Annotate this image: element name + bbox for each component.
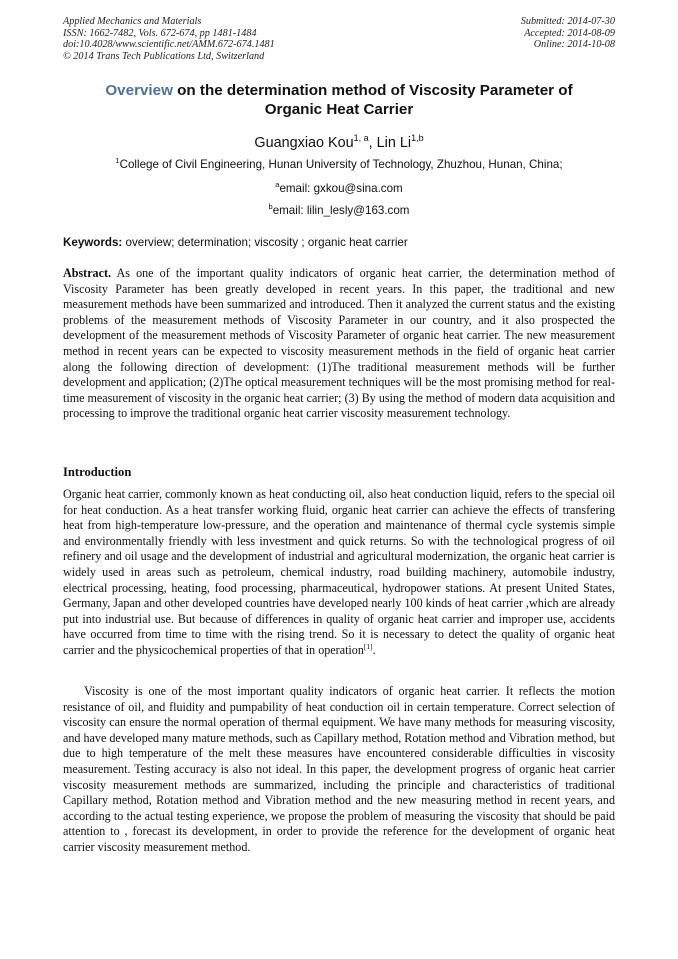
- keywords-text: overview; determination; viscosity ; organic heat carrier: [122, 236, 408, 249]
- abstract: [63, 266, 615, 422]
- affil-marker: 1: [115, 156, 120, 165]
- paper-title: [63, 81, 615, 119]
- keywords: [63, 236, 615, 249]
- citation-ref: [1]: [363, 641, 373, 651]
- journal-header-right: [521, 16, 615, 51]
- date-accepted: Accepted: 2014-08-09: [524, 27, 615, 39]
- introduction-paragraph: [63, 684, 615, 856]
- title-highlight: Overview: [105, 82, 173, 99]
- affiliation: [40, 156, 638, 171]
- email-marker: b: [268, 202, 273, 211]
- author-affil-marker: 1,b: [411, 133, 424, 143]
- journal-header-left: [63, 16, 275, 62]
- paragraph-end: .: [372, 642, 376, 657]
- journal-doi: doi:10.4028/www.scientific.net/AMM.672-674.1481: [63, 39, 275, 51]
- section-heading-introduction: Introduction: [63, 465, 132, 479]
- date-online: Online: 2014-10-08: [533, 39, 615, 51]
- email-text: email: lilin_lesly@163.com: [272, 203, 410, 217]
- author-list: [63, 133, 615, 151]
- abstract-label: Abstract.: [63, 266, 112, 280]
- affiliation-text: College of Civil Engineering, Hunan University of Technology, Zhuzhou, Hunan, China;: [119, 157, 563, 171]
- paragraph-text: Viscosity is one of the most important quality indicators of organic heat carrier. It reflects the motion resistance of oil, and fluidity and pumpability of heat conduction oil in certain temperature. Correct selection of viscosity can ensure the normal operation of thermal equipment. We have many methods for measuring viscosity, and have developed many mature methods, such as Capillary method, Rotation method and Vibration method, but due to high temperature of the melt these measures have encountered considerable difficulties in viscosity measurement. Testing accuracy is also not ideal. In this paper, the development progress of organic heat carrier viscosity measurement methods are summarized, including the principle and characteristics of traditional Capillary method, Rotation method and Vibration method and the new measuring method in recent years, and according to the actual testing experience, we propose the problem of measuring the viscosity that should be paid attention to , forecast its development, in order to provide the reference for the development of organic heat carrier viscosity measurement method.: [63, 684, 615, 854]
- author-affil-marker: 1, a: [353, 133, 369, 143]
- introduction-paragraph: [63, 487, 615, 659]
- author-name: Guangxiao Kou: [254, 134, 354, 151]
- author-name: Lin Li: [376, 134, 412, 151]
- journal-name: Applied Mechanics and Materials: [63, 16, 202, 27]
- date-submitted: Submitted: 2014-07-30: [520, 16, 615, 27]
- journal-issn: ISSN: 1662-7482, Vols. 672-674, pp 1481-1484: [63, 27, 257, 39]
- abstract-text: As one of the important quality indicators of organic heat carrier, the determination method of Viscosity Parameter has been greatly developed in recent years. In this paper, the traditional and new measurement methods have been summarized and introduced. Then it analyzed the current status and the existing problems of the measurement methods of Viscosity Parameter in our country, and it also prospected the development of the measurement methods of Viscosity Parameter of organic heat carrier. The new measurement method in recent years can be expected to viscosity measurement methods in the field of organic heat carrier along the following direction of development: (1)The traditional measurement methods will be further development and application; (2)The optical measurement techniques will be the most promising method for real-time measurement of viscosity in the organic heat carrier; (3) By using the method of modern data acquisition and processing to improve the traditional organic heat carrier viscosity measurement technology.: [63, 266, 615, 421]
- email-line: [40, 202, 638, 217]
- paragraph-text: Organic heat carrier, commonly known as heat conducting oil, also heat conduction liquid, refers to the special oil for heat conduction. As a heat transfer working fluid, organic heat carrier can achieve the effects of transfering heat from high-temperature low-pressure, and the operation and maintenance of thermal cycle systemis simple and environmentally friendly with less investment and quick returns. So with the technological progress of oil refinery and oil usage and the development of industrial and agricultural modernization, the organic heat carrier is widely used in areas such as petroleum, chemical industry, road building machinery, automobile industry, electrical processing, heating, food processing, pharmaceutical, hydropower stations. At present United States, Germany, Japan and other developed countries have developed nearly 100 kinds of heat carrier ,which are already put into industrial use. But because of differences in quality of organic heat carrier and improper use, accidents have occurred from time to time with the rising trend. So it is necessary to detect the quality of organic heat carrier and the physicochemical properties of that in operation: [63, 487, 615, 657]
- keywords-label: Keywords:: [63, 236, 123, 249]
- title-line2: Organic Heat Carrier: [264, 101, 414, 118]
- title-line1-rest: on the determination method of Viscosity Parameter of: [172, 82, 573, 99]
- email-marker: a: [275, 180, 280, 189]
- email-line: [40, 180, 638, 195]
- email-text: email: gxkou@sina.com: [279, 181, 403, 195]
- journal-copyright: © 2014 Trans Tech Publications Ltd, Switzerland: [63, 50, 265, 62]
- author-separator: ,: [368, 134, 377, 151]
